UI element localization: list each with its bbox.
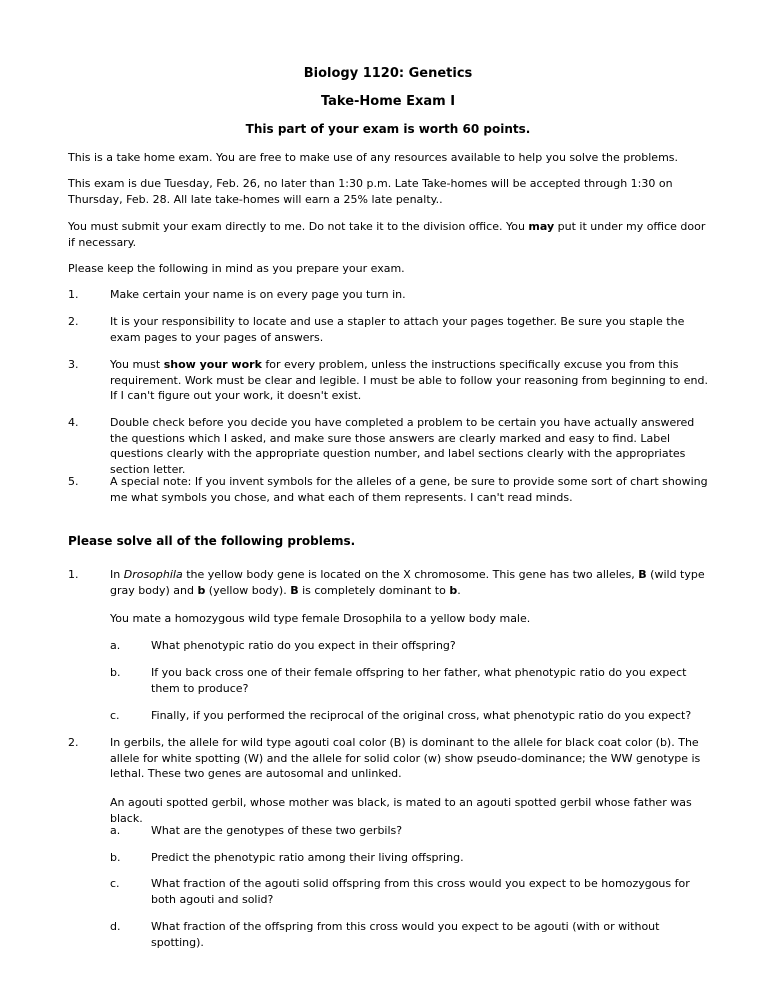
problem-1-setup: You mate a homozygous wild type female Drosophila to a yellow body male. [110, 612, 531, 625]
intro-submission: You must submit your exam directly to me. Do not take it to the division office. You may put it under my office door if necessary. [68, 220, 706, 249]
problem-2-text: In gerbils, the allele for wild type agouti coal color (B) is dominant to the allele for black coat color (b). The allele for white spotting (W) and the allele for solid color (w) show pseudo-dominance; the WW genotype is lethal. These two genes are autosomal and unlinked. [110, 736, 701, 780]
exam-title: Take-Home Exam I [320, 94, 456, 109]
course-title: Biology 1120: Genetics [303, 66, 473, 81]
intro-due-date: This exam is due Tuesday, Feb. 26, no later than 1:30 p.m. Late Take-homes will be accepted through 1:30 on Thursday, Feb. 28. All late take-homes will earn a 25% late penalty.. [68, 177, 673, 206]
problems-heading: Please solve all of the following problems. [68, 534, 356, 548]
intro-resources: This is a take home exam. You are free to make use of any resources available to help you solve the problems. [68, 151, 679, 164]
intro-keep-in-mind: Please keep the following in mind as you prepare your exam. [68, 262, 405, 275]
points-note: This part of your exam is worth 60 points. [245, 122, 531, 136]
problem-2-setup: An agouti spotted gerbil, whose mother was black, is mated to an agouti spotted gerbil whose father was black. [110, 796, 692, 825]
problem-1-text: In Drosophila the yellow body gene is located on the X chromosome. This gene has two alleles, B (wild type gray body) and b (yellow body). B is completely dominant to b. [110, 568, 705, 597]
